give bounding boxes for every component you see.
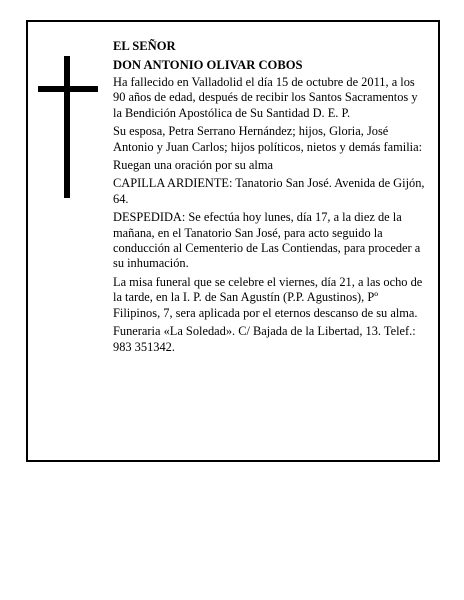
paragraph-death-announcement: Ha fallecido en Valladolid el día 15 de octubre de 2011, a los 90 años de edad, después de recibir los Santos Sacramentos y la Bendición Apostólica de Su Santidad D. E. P. <box>113 75 418 120</box>
paragraph-prayer-request: Ruegan una oración por su alma <box>113 158 273 173</box>
cross-icon <box>38 56 98 198</box>
deceased-name: DON ANTONIO OLIVAR COBOS <box>113 58 303 72</box>
cross-vertical-bar <box>64 56 70 198</box>
paragraph-chapel: CAPILLA ARDIENTE: Tanatorio San José. Avenida de Gijón, 64. <box>113 176 425 206</box>
obituary-text <box>113 38 425 358</box>
paragraph-family: Su esposa, Petra Serrano Hernández; hijos, Gloria, José Antonio y Juan Carlos; hijos políticos, nietos y demás familia: <box>113 124 423 154</box>
cross-horizontal-bar <box>38 86 98 92</box>
paragraph-funeral-mass: La misa funeral que se celebre el viernes, día 21, a las ocho de la tarde, en la I. P. de San Agustín (P.P. Agustinos), Pº Filipinos, 7, sera aplicada por el eternos descanso de su alma. <box>113 274 423 320</box>
heading-title: EL SEÑOR <box>113 39 176 53</box>
paragraph-funeral-home: Funeraria «La Soledad». C/ Bajada de la Libertad, 13. Telef.: 983 351342. <box>113 324 416 354</box>
paragraph-farewell: DESPEDIDA: Se efectúa hoy lunes, día 17, a la diez de la mañana, en el Tanatorio San José, para acto seguido la conducción al Cementerio de Las Contiendas, para proceder a su inhumación. <box>113 210 421 271</box>
